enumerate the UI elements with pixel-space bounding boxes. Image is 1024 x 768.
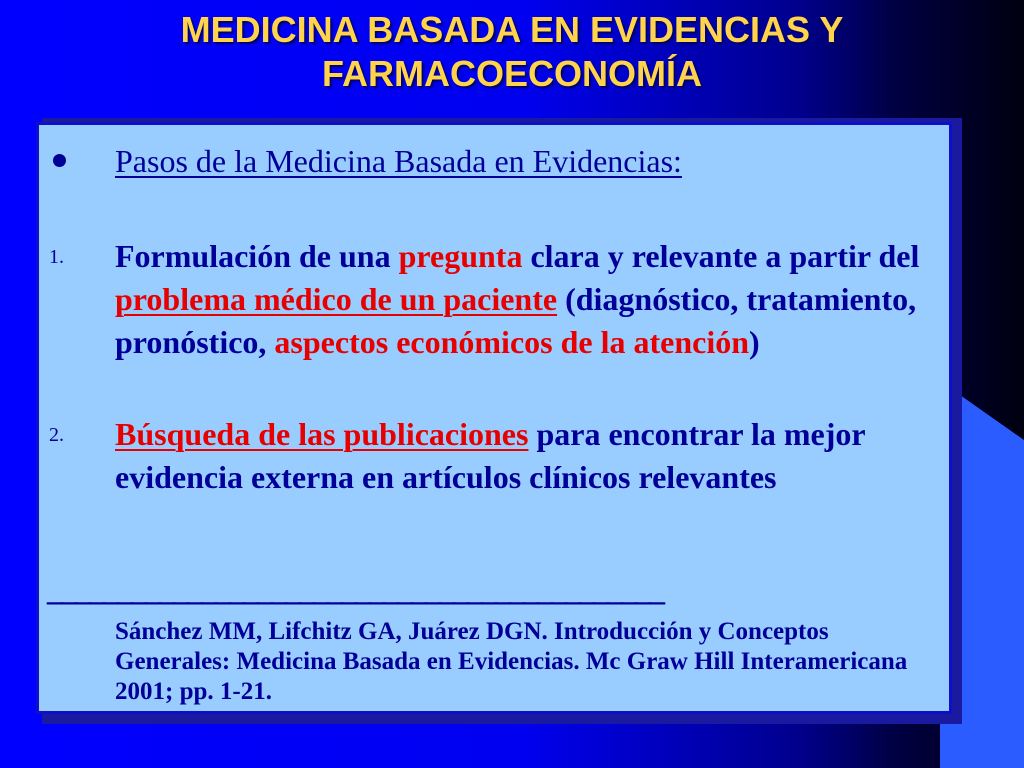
item-1-text-b: clara y relevante a partir del	[522, 238, 920, 274]
bullet-dot-icon	[53, 154, 66, 167]
steps-heading: Pasos de la Medicina Basada en Evidencias:	[115, 143, 682, 179]
list-item-text	[115, 413, 945, 499]
slide-title-line-1: MEDICINA BASADA EN EVIDENCIAS Y	[180, 9, 844, 50]
list-item-number: 2.	[49, 424, 64, 446]
item-2-highlight-busqueda: Búsqueda de las publicaciones	[115, 416, 529, 452]
slide-title	[0, 8, 1024, 96]
separator-line: ____________________________________________	[47, 571, 663, 607]
slide-title-line-2: FARMACOECONOMÍA	[322, 53, 702, 94]
item-1-highlight-aspectos: aspectos económicos de la atención	[274, 324, 750, 360]
item-1-highlight-problema: problema médico de un paciente	[115, 281, 558, 317]
item-2-text-a: para encontrar la mejor evidencia externa en artículos clínicos relevantes	[115, 416, 865, 495]
item-1-text-a: Formulación de una	[115, 238, 399, 274]
item-1-text-d: )	[749, 324, 760, 360]
reference-citation: Sánchez MM, Lifchitz GA, Juárez DGN. Introducción y Conceptos Generales: Medicina Basada en Evidencias. Mc Graw Hill Interamericana 2001; pp. 1-21.	[115, 618, 908, 705]
content-box	[36, 122, 952, 714]
list-item-number: 1.	[49, 246, 64, 268]
item-1-highlight-pregunta: pregunta	[398, 238, 523, 274]
item-1-text-c: (diagnóstico, tratamiento, pronóstico,	[115, 281, 917, 360]
list-item-text	[115, 235, 945, 364]
